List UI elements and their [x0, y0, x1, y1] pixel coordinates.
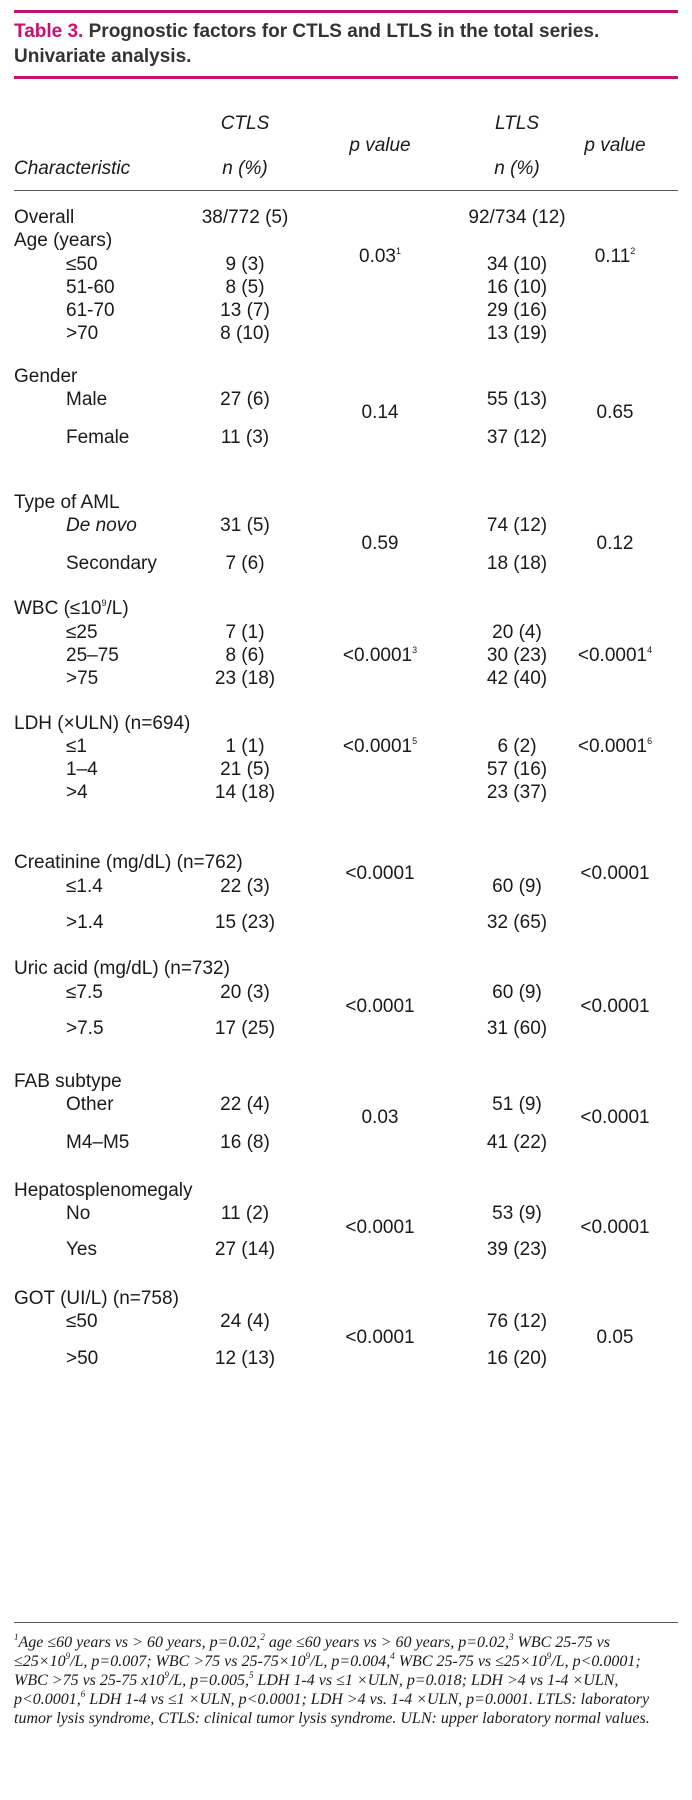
row-label: M4–M5 — [66, 1132, 130, 1153]
ltls-value: 13 (19) — [486, 323, 548, 344]
row-label: No — [66, 1203, 91, 1224]
ltls-value: 16 (10) — [486, 277, 548, 298]
ltls-value: 92/734 (12) — [468, 207, 566, 228]
ctls-value: 9 (3) — [225, 254, 265, 275]
row-label: >7.5 — [66, 1018, 104, 1039]
ctls-value: 20 (3) — [220, 982, 270, 1003]
row-label: >70 — [66, 323, 99, 344]
ltls-value: 53 (9) — [492, 1203, 542, 1224]
ctls-value: 1 (1) — [225, 736, 265, 757]
ctls-value: 8 (6) — [225, 645, 265, 666]
ctls-p-value: 0.03$^1$ — [359, 246, 401, 267]
ctls-value: 13 (7) — [220, 300, 270, 321]
row-label: Other — [66, 1094, 114, 1115]
ctls-value: 7 (1) — [225, 622, 265, 643]
ctls-value: 16 (8) — [220, 1132, 270, 1153]
ctls-p-value: 0.14 — [361, 402, 399, 423]
ctls-value: 31 (5) — [220, 515, 270, 536]
row-label: Gender — [14, 366, 78, 387]
row-label: ≤25 — [66, 622, 98, 643]
footnote-text: /L, p=0.004, — [310, 1653, 391, 1670]
ltls-p-value: 0.05 — [596, 1327, 634, 1348]
ltls-value: 18 (18) — [486, 553, 548, 574]
ctls-value: 14 (18) — [214, 782, 276, 803]
ltls-value: 74 (12) — [486, 515, 548, 536]
row-label: Uric acid (mg/dL) (n=732) — [14, 958, 230, 979]
header-ltls: LTLS — [494, 113, 539, 134]
header-characteristic: Characteristic — [14, 158, 131, 179]
ltls-p-value: $<0.0001^4$ — [577, 645, 653, 666]
footnote-marker: 1 — [14, 1632, 19, 1642]
row-label: ≤1 — [66, 736, 87, 757]
ltls-value: 20 (4) — [492, 622, 542, 643]
header-p-value-1: p value — [349, 135, 411, 156]
ltls-value: 16 (20) — [486, 1348, 548, 1369]
caption-bottom-rule — [14, 76, 678, 79]
row-label: Creatinine (mg/dL) (n=762) — [14, 852, 243, 873]
ltls-p-value: 0.11$^2$ — [594, 246, 636, 267]
ctls-value: 38/772 (5) — [201, 207, 289, 228]
footnote-marker: 9 — [546, 1651, 552, 1661]
ctls-value: 22 (3) — [220, 876, 270, 897]
ltls-value: 60 (9) — [492, 876, 542, 897]
row-label: Hepatosplenomegaly — [14, 1180, 193, 1201]
ltls-value: 57 (16) — [486, 759, 548, 780]
row-label: Age (years) — [14, 230, 113, 251]
ltls-value: 31 (60) — [486, 1018, 548, 1039]
header-p-value-2: p value — [584, 135, 646, 156]
ltls-value: 51 (9) — [492, 1094, 542, 1115]
row-label: 51-60 — [66, 277, 115, 298]
ctls-p-value: <0.0001 — [345, 1217, 415, 1238]
footnote-marker: 5 — [248, 1670, 254, 1680]
ctls-value: 23 (18) — [214, 668, 276, 689]
row-label: ≤50 — [66, 254, 98, 275]
ctls-value: 22 (4) — [220, 1094, 270, 1115]
footnote-text: LDH 1-4 vs ≤1 ×ULN, p=0.018; LDH >4 vs 1-4 ×ULN, p<0.0001, — [14, 1672, 619, 1708]
ctls-value: 27 (14) — [214, 1239, 276, 1260]
row-label: WBC $(\le 10^9/L)$ — [14, 598, 129, 619]
ltls-value: 34 (10) — [486, 254, 548, 275]
ctls-value: 21 (5) — [220, 759, 270, 780]
row-label: Female — [66, 427, 130, 448]
ctls-value: 17 (25) — [214, 1018, 276, 1039]
caption-text: Prognostic factors for CTLS and LTLS in the total series. Univariate analysis. — [14, 21, 600, 67]
ltls-p-value: 0.12 — [596, 533, 634, 554]
footnote — [14, 1633, 674, 1728]
ltls-value: 32 (65) — [486, 912, 548, 933]
ctls-value: 27 (6) — [220, 389, 270, 410]
header-ltls-n: n (%) — [494, 158, 540, 179]
row-label: ≤1.4 — [66, 876, 103, 897]
ctls-p-value: $<0.0001^3$ — [342, 645, 418, 666]
ltls-value: 41 (22) — [486, 1132, 548, 1153]
row-label: Type of AML — [14, 492, 120, 513]
row-label: 61-70 — [66, 300, 115, 321]
ltls-p-value: <0.0001 — [580, 1217, 650, 1238]
footnote-marker: 3 — [509, 1632, 514, 1642]
row-label: >4 — [66, 782, 88, 803]
row-label: FAB subtype — [14, 1071, 122, 1092]
row-label: Overall — [14, 207, 75, 228]
footer-rule — [14, 1622, 678, 1623]
ctls-p-value: <0.0001 — [345, 1327, 415, 1348]
footnote-marker: 9 — [305, 1651, 311, 1661]
ltls-value: 60 (9) — [492, 982, 542, 1003]
ctls-value: 11 (2) — [220, 1203, 270, 1224]
footnote-marker: 4 — [390, 1651, 395, 1661]
ctls-value: 8 (5) — [225, 277, 265, 298]
row-label: ≤50 — [66, 1311, 98, 1332]
footnote-text: WBC 25-75 vs ≤25×10 — [394, 1653, 547, 1670]
ctls-value: 8 (10) — [220, 323, 270, 344]
footnote-marker: 9 — [164, 1670, 169, 1680]
row-label: Male — [66, 389, 108, 410]
ltls-value: 42 (40) — [486, 668, 548, 689]
row-label: >1.4 — [66, 912, 104, 933]
ctls-p-value: 0.59 — [361, 533, 399, 554]
ltls-p-value: <0.0001 — [580, 1107, 650, 1128]
footnote-marker: 9 — [65, 1651, 71, 1661]
row-label: 25–75 — [66, 645, 119, 666]
ctls-p-value: 0.03 — [361, 1107, 399, 1128]
row-label: ≤7.5 — [66, 982, 103, 1003]
footnote-text: WBC 25-75 vs ≤25×10 — [14, 1634, 610, 1670]
footnote-text: /L, p=0.007; WBC >75 vs 25-75×10 — [70, 1653, 306, 1670]
header-ctls: CTLS — [220, 113, 270, 134]
ctls-value: 24 (4) — [220, 1311, 270, 1332]
footnote-text: /L, p=0.005, — [168, 1672, 249, 1689]
ltls-value: 55 (13) — [486, 389, 548, 410]
ltls-value: 76 (12) — [486, 1311, 548, 1332]
row-label: GOT (UI/L) (n=758) — [14, 1288, 179, 1309]
footnote-text: /L, p<0.0001; WBC >75 vs 25-75 x10 — [14, 1653, 641, 1689]
ltls-p-value: 0.65 — [596, 402, 634, 423]
ltls-p-value: $<0.0001^6$ — [577, 736, 653, 757]
ltls-value: 23 (37) — [486, 782, 548, 803]
row-label: Yes — [66, 1239, 97, 1260]
ctls-value: 15 (23) — [214, 912, 276, 933]
table-caption — [14, 19, 678, 69]
ltls-value: 39 (23) — [486, 1239, 548, 1260]
ctls-value: 12 (13) — [214, 1348, 276, 1369]
ctls-p-value: $<0.0001^5$ — [342, 736, 418, 757]
footnote-marker: 2 — [260, 1632, 265, 1642]
ltls-value: 6 (2) — [497, 736, 537, 757]
footnote-text: age ≤60 years vs > 60 years, p=0.02, — [264, 1634, 510, 1651]
row-label: LDH (×ULN) (n=694) — [14, 713, 191, 734]
ltls-value: 37 (12) — [486, 427, 548, 448]
footnote-marker: 6 — [80, 1689, 86, 1699]
footnote-text: LDH 1-4 vs ≤1 ×ULN, p<0.0001; LDH >4 vs. 1-4 ×ULN, p=0.0001. LTLS: laboratory tumor lysis syndrome, CTLS: clinical tumor lysis syndrome. ULN: upper laboratory normal values. — [14, 1691, 650, 1727]
ltls-value: 29 (16) — [486, 300, 548, 321]
row-label: >50 — [66, 1348, 99, 1369]
ctls-value: 11 (3) — [220, 427, 270, 448]
caption-label: Table 3. — [14, 21, 84, 42]
ltls-p-value: <0.0001 — [580, 863, 650, 884]
row-label: >75 — [66, 668, 99, 689]
footnote-text: Age ≤60 years vs > 60 years, p=0.02, — [18, 1634, 261, 1651]
ltls-p-value: <0.0001 — [580, 996, 650, 1017]
row-label: 1–4 — [66, 759, 98, 780]
ctls-p-value: <0.0001 — [345, 996, 415, 1017]
row-label: Secondary — [66, 553, 157, 574]
row-label: De novo — [66, 515, 137, 536]
ltls-value: 30 (23) — [486, 645, 548, 666]
header-rule — [14, 190, 678, 191]
caption-top-rule — [14, 10, 678, 13]
header-ctls-n: n (%) — [222, 158, 268, 179]
ctls-p-value: <0.0001 — [345, 863, 415, 884]
ctls-value: 7 (6) — [225, 553, 265, 574]
